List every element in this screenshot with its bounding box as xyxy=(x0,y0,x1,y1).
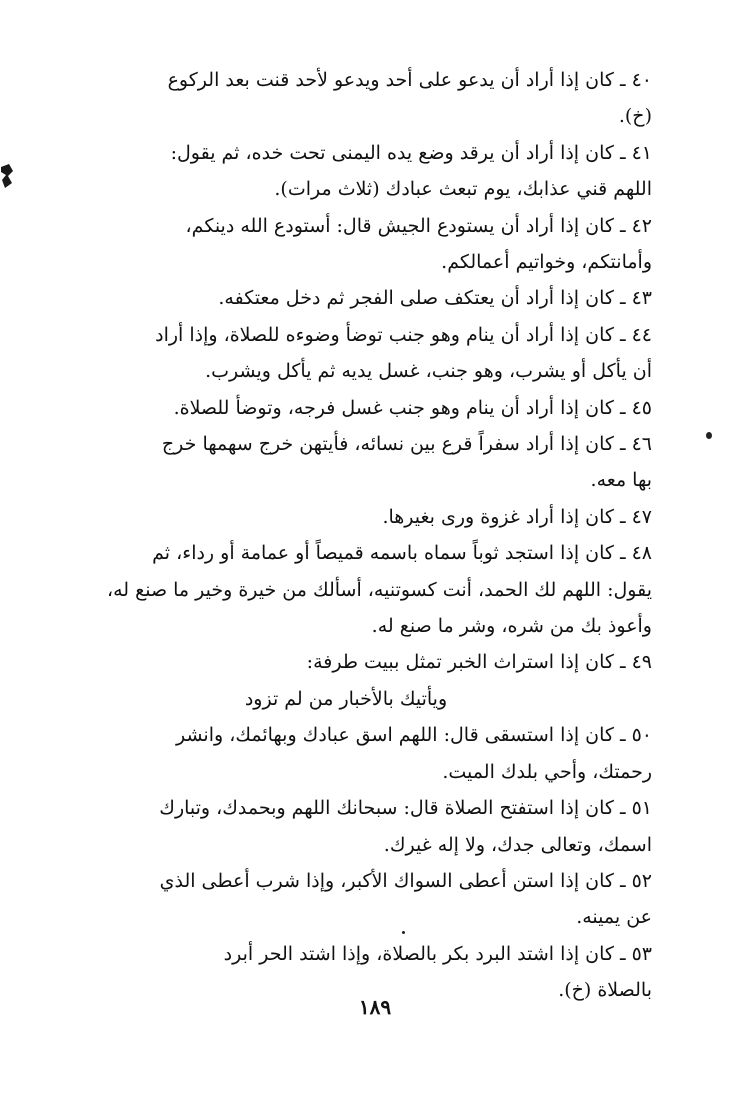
hadith-entry xyxy=(100,499,652,535)
text-line: يقول: اللهم لك الحمد، أنت كسوتنيه، أسألك من خيرة وخير ما صنع له، xyxy=(106,578,652,601)
hadith-entry xyxy=(100,535,652,644)
text-line: وأمانتكم، وخواتيم أعمالكم. xyxy=(441,251,652,274)
main-text xyxy=(100,62,652,1009)
text-line: أن يأكل أو يشرب، وهو جنب، غسل يديه ثم يأكل ويشرب. xyxy=(205,360,652,383)
text-line: عن يمينه. xyxy=(576,906,652,929)
hadith-entry xyxy=(100,208,652,281)
hadith-entry xyxy=(100,644,652,717)
text-line: اسمك، وتعالى جدك، ولا إله غيرك. xyxy=(383,833,652,856)
hadith-entry xyxy=(100,62,652,135)
text-line: ٤٣ ـ كان إذا أراد أن يعتكف صلى الفجر ثم دخل معتكفه. xyxy=(218,287,652,310)
text-line: ٥٠ ـ كان إذا استسقى قال: اللهم اسق عبادك وبهائمك، وانشر xyxy=(176,724,652,747)
text-line: ٤٠ ـ كان إذا أراد أن يدعو على أحد ويدعو لأحد قنت بعد الركوع xyxy=(167,69,652,91)
text-line: ٤٥ ـ كان إذا أراد أن ينام وهو جنب غسل فرجه، وتوضأ للصلاة. xyxy=(173,396,652,419)
text-line: ٤٧ ـ كان إذا أراد غزوة ورى بغيرها. xyxy=(382,505,652,528)
text-line: (خ). xyxy=(618,105,652,128)
hadith-entry xyxy=(100,280,652,316)
text-line: ٤٤ ـ كان إذا أراد أن ينام وهو جنب توضأ وضوءه للصلاة، وإذا أراد xyxy=(155,323,652,346)
text-line: رحمتك، وأحي بلدك الميت. xyxy=(442,760,652,783)
text-line: ٤١ ـ كان إذا أراد أن يرقد وضع يده اليمنى تحت خده، ثم يقول: xyxy=(170,141,652,164)
text-line: بالصلاة (خ). xyxy=(558,979,652,1002)
poetry-verse: ويأتيك بالأخبار من لم تزود xyxy=(244,687,448,710)
text-line: ٥١ ـ كان إذا استفتح الصلاة قال: سبحانك اللهم وبحمدك، وتبارك xyxy=(159,797,652,820)
hadith-entry xyxy=(100,790,652,863)
hadith-entry xyxy=(100,135,652,208)
text-line: ٤٩ ـ كان إذا استراث الخبر تمثل ببيت طرفة: xyxy=(306,651,652,674)
hadith-entry xyxy=(100,317,652,390)
text-line: وأعوذ بك من شره، وشر ما صنع له. xyxy=(371,615,652,638)
page-number: ١٨٩ xyxy=(358,995,392,1019)
text-line: ٥٢ ـ كان إذا استن أعطى السواك الأكبر، وإذا شرب أعطى الذي xyxy=(159,869,652,892)
text-line: اللهم قني عذابك، يوم تبعث عبادك (ثلاث مرات). xyxy=(274,178,652,201)
scan-edge-mark xyxy=(0,163,14,189)
text-line: ٤٨ ـ كان إذا استجد ثوباً سماه باسمه قميصاً أو عمامة أو رداء، ثم xyxy=(152,542,652,565)
text-line: ٥٣ ـ كان إذا اشتد البرد بكر بالصلاة، وإذا اشتد الحر أبرد xyxy=(223,942,652,965)
text-line: ٤٦ ـ كان إذا أراد سفراً قرع بين نسائه، فأيتهن خرج سهمها خرج xyxy=(161,433,652,456)
hadith-entry xyxy=(100,426,652,499)
scan-speck xyxy=(706,432,712,439)
text-line: ٤٢ ـ كان إذا أراد أن يستودع الجيش قال: أستودع الله دينكم، xyxy=(185,214,652,237)
text-line: بها معه. xyxy=(590,469,652,492)
hadith-entry xyxy=(100,863,652,936)
hadith-entry xyxy=(100,390,652,426)
hadith-entry xyxy=(100,717,652,790)
